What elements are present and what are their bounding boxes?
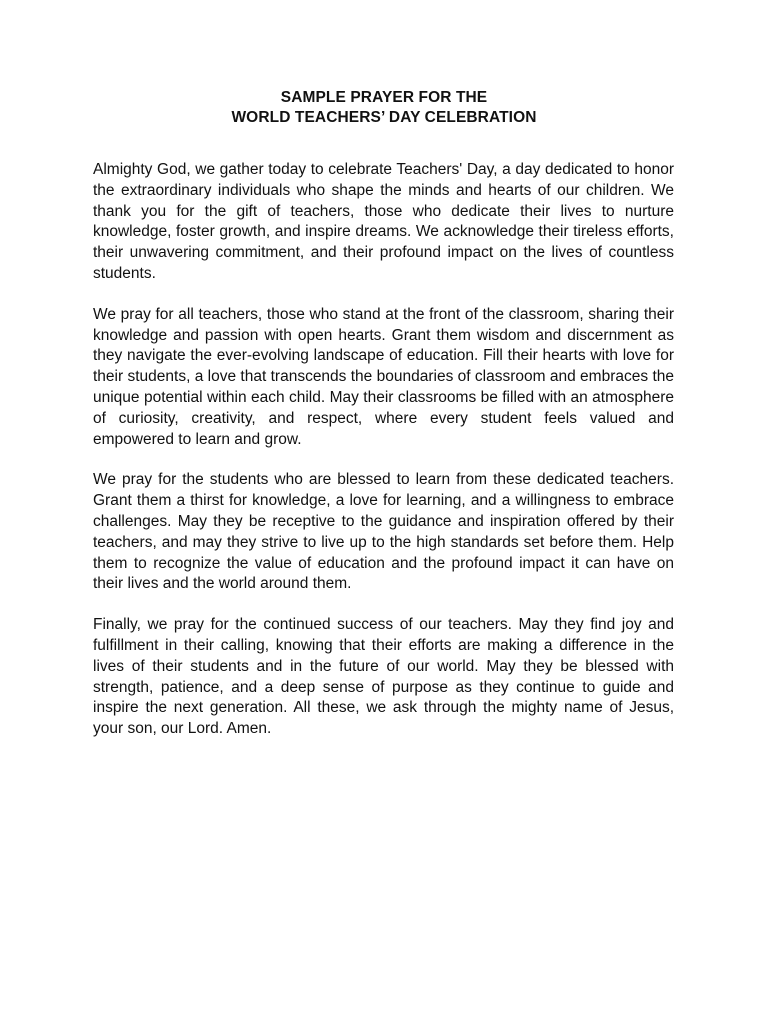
paragraph-2: We pray for all teachers, those who stand at the front of the classroom, sharing their knowledge and passion with open hearts. Grant them wisdom and discernment as they navigate the ever-evolving landscape of education. Fill their hearts with love for their students, a love that transcends the boundaries of classroom and embraces the unique potential within each child. May their classrooms be filled with an atmosphere of curiosity, creativity, and respect, where every student feels valued and empowered to learn and grow. <box>93 305 674 448</box>
paragraph-1: Almighty God, we gather today to celebrate Teachers' Day, a day dedicated to honor the extraordinary individuals who shape the minds and hearts of our children. We thank you for the gift of teachers, those who dedicate their lives to nurture knowledge, foster growth, and inspire dreams. We acknowledge their tireless efforts, their unwavering commitment, and their profound impact on the lives of countless students. <box>93 161 674 282</box>
paragraph-3: We pray for the students who are blessed to learn from these dedicated teachers. Grant them a thirst for knowledge, a love for learning, and a willingness to embrace challenges. May they be receptive to the guidance and inspiration offered by their teachers, and may they strive to live up to the high standards set before them. Help them to recognize the value of education and the profound impact it can have on their lives and the world around them. <box>93 471 674 593</box>
title-line-2: WORLD TEACHERS’ DAY CELEBRATION <box>231 109 537 126</box>
paragraph-4: Finally, we pray for the continued success of our teachers. May they find joy and fulfillment in their calling, knowing that their efforts are making a difference in the lives of their students and in the future of our world. May they be blessed with strength, patience, and a deep sense of purpose as they continue to guide and inspire the next generation. All these, we ask through the mighty name of Jesus, your son, our Lord. Amen. <box>93 616 674 738</box>
prayer-body <box>93 160 674 760</box>
page-title <box>0 88 768 128</box>
title-line-1: SAMPLE PRAYER FOR THE <box>280 89 488 106</box>
